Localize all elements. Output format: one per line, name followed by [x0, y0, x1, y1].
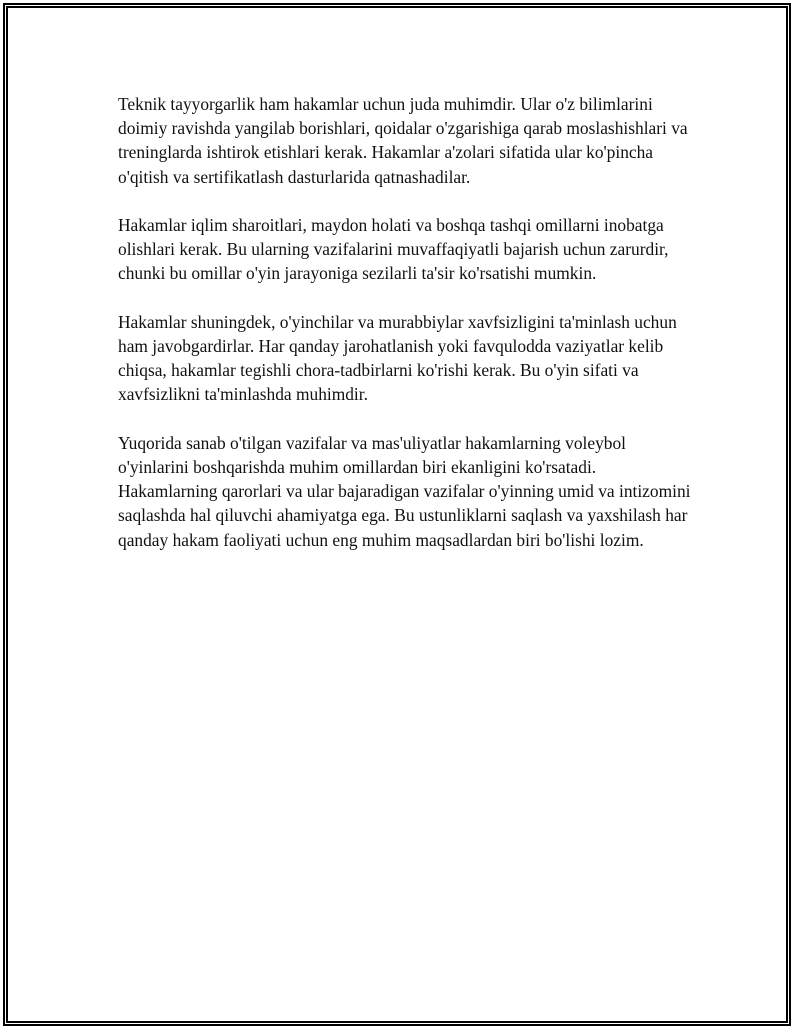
paragraph-safety: Hakamlar shuningdek, o'yinchilar va murabbiylar xavfsizligini ta'minlash uchun ham javobgardirlar. Har qanday jarohatlanish yoki favqulodda vaziyatlar kelib chiqsa, hakamlar tegishli chora-tadbirlarni ko'rishi kerak. Bu o'yin sifati va xavfsizlikni ta'minlashda muhimdir.: [118, 311, 677, 405]
paragraph-technical-preparation: Teknik tayyorgarlik ham hakamlar uchun juda muhimdir. Ular o'z bilimlarini doimiy ravishda yangilab borishlari, qoidalar o'zgarishiga qarab moslashishlari va treninglarda ishtirok etishlari kerak. Hakamlar a'zolari sifatida ular ko'pincha o'qitish va sertifikatlash dasturlarida qatnashadilar.: [118, 94, 688, 187]
document-body: [118, 92, 698, 576]
paragraph-external-factors: Hakamlar iqlim sharoitlari, maydon holati va boshqa tashqi omillarni inobatga olishlari kerak. Bu ularning vazifalarini muvaffaqiyatli bajarish uchun zarurdir, chunki bu omillar o'yin jarayoniga sezilarli ta'sir ko'rsatishi mumkin.: [118, 215, 669, 284]
paragraph-conclusion: Yuqorida sanab o'tilgan vazifalar va mas'uliyatlar hakamlarning voleybol o'yinlarini boshqarishda muhim omillardan biri ekanligini ko'rsatadi. Hakamlarning qarorlari va ular bajaradigan vazifalar o'yinning umid va intizomini saqlashda hal qiluvchi ahamiyatga ega. Bu ustunliklarni saqlash va yaxshilash har qanday hakam faoliyati uchun eng muhim maqsadlardan biri bo'lishi lozim.: [118, 432, 691, 550]
